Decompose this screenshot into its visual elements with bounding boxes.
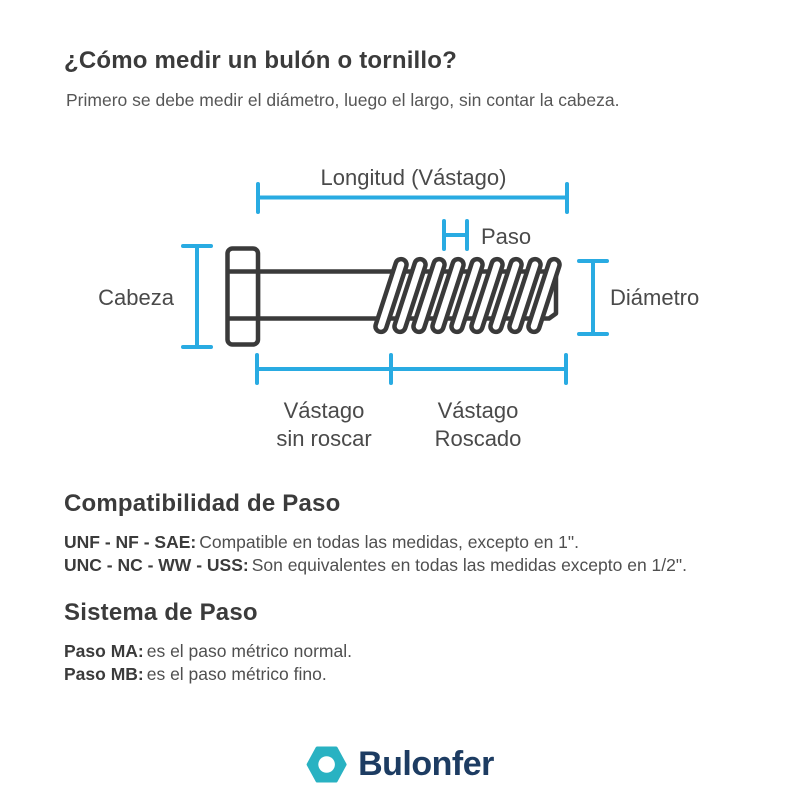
page-title: ¿Cómo medir un bulón o tornillo?: [64, 47, 458, 74]
pitch-system-section: [64, 599, 774, 686]
brand-logo: [306, 745, 494, 784]
unf-description: Compatible en todas las medidas, excepto en 1".: [199, 532, 579, 552]
pitch-compatibility-item-unf: [64, 531, 774, 554]
paso-mb-term: Paso MB:: [64, 664, 144, 684]
shank-segments-dimension: [257, 355, 566, 383]
bolt-head: [228, 249, 259, 345]
pitch-label: Paso: [481, 224, 532, 249]
threaded-shank-label: [411, 397, 545, 453]
pitch-system-item-mb: [64, 663, 774, 686]
page-subtitle: Primero se debe medir el diámetro, luego el largo, sin contar la cabeza.: [66, 90, 620, 110]
plain-shank-label-line2: sin roscar: [276, 426, 372, 451]
plain-shank-label: [257, 397, 391, 453]
pitch-system-item-ma: [64, 640, 774, 663]
pitch-compatibility-heading: Compatibilidad de Paso: [64, 490, 341, 517]
unc-term: UNC - NC - WW - USS:: [64, 555, 249, 575]
paso-ma-term: Paso MA:: [64, 641, 144, 661]
plain-shank-label-line1: Vástago: [283, 398, 365, 423]
threaded-shank-label-line1: Vástago: [437, 398, 519, 423]
unf-term: UNF - NF - SAE:: [64, 532, 197, 552]
length-label: Longitud (Vástago): [320, 165, 507, 190]
head-dimension: [183, 246, 211, 347]
threaded-shank-label-line2: Roscado: [434, 426, 522, 451]
pitch-system-heading: Sistema de Paso: [64, 599, 258, 626]
bolt-threads: [374, 258, 561, 334]
pitch-compatibility-item-unc: [64, 554, 774, 577]
unc-description: Son equivalentes en todas las medidas excepto en 1/2".: [251, 555, 687, 575]
bolt-shape: [228, 249, 561, 345]
head-label: Cabeza: [98, 285, 174, 310]
pitch-dimension: [444, 221, 467, 249]
pitch-compatibility-section: [64, 490, 774, 577]
diameter-dimension: [579, 261, 607, 334]
hex-nut-icon: [306, 746, 347, 783]
paso-ma-description: es el paso métrico normal.: [146, 641, 352, 661]
paso-mb-description: es el paso métrico fino.: [146, 664, 327, 684]
diameter-label: Diámetro: [610, 285, 700, 310]
brand-name: Bulonfer: [358, 745, 494, 783]
